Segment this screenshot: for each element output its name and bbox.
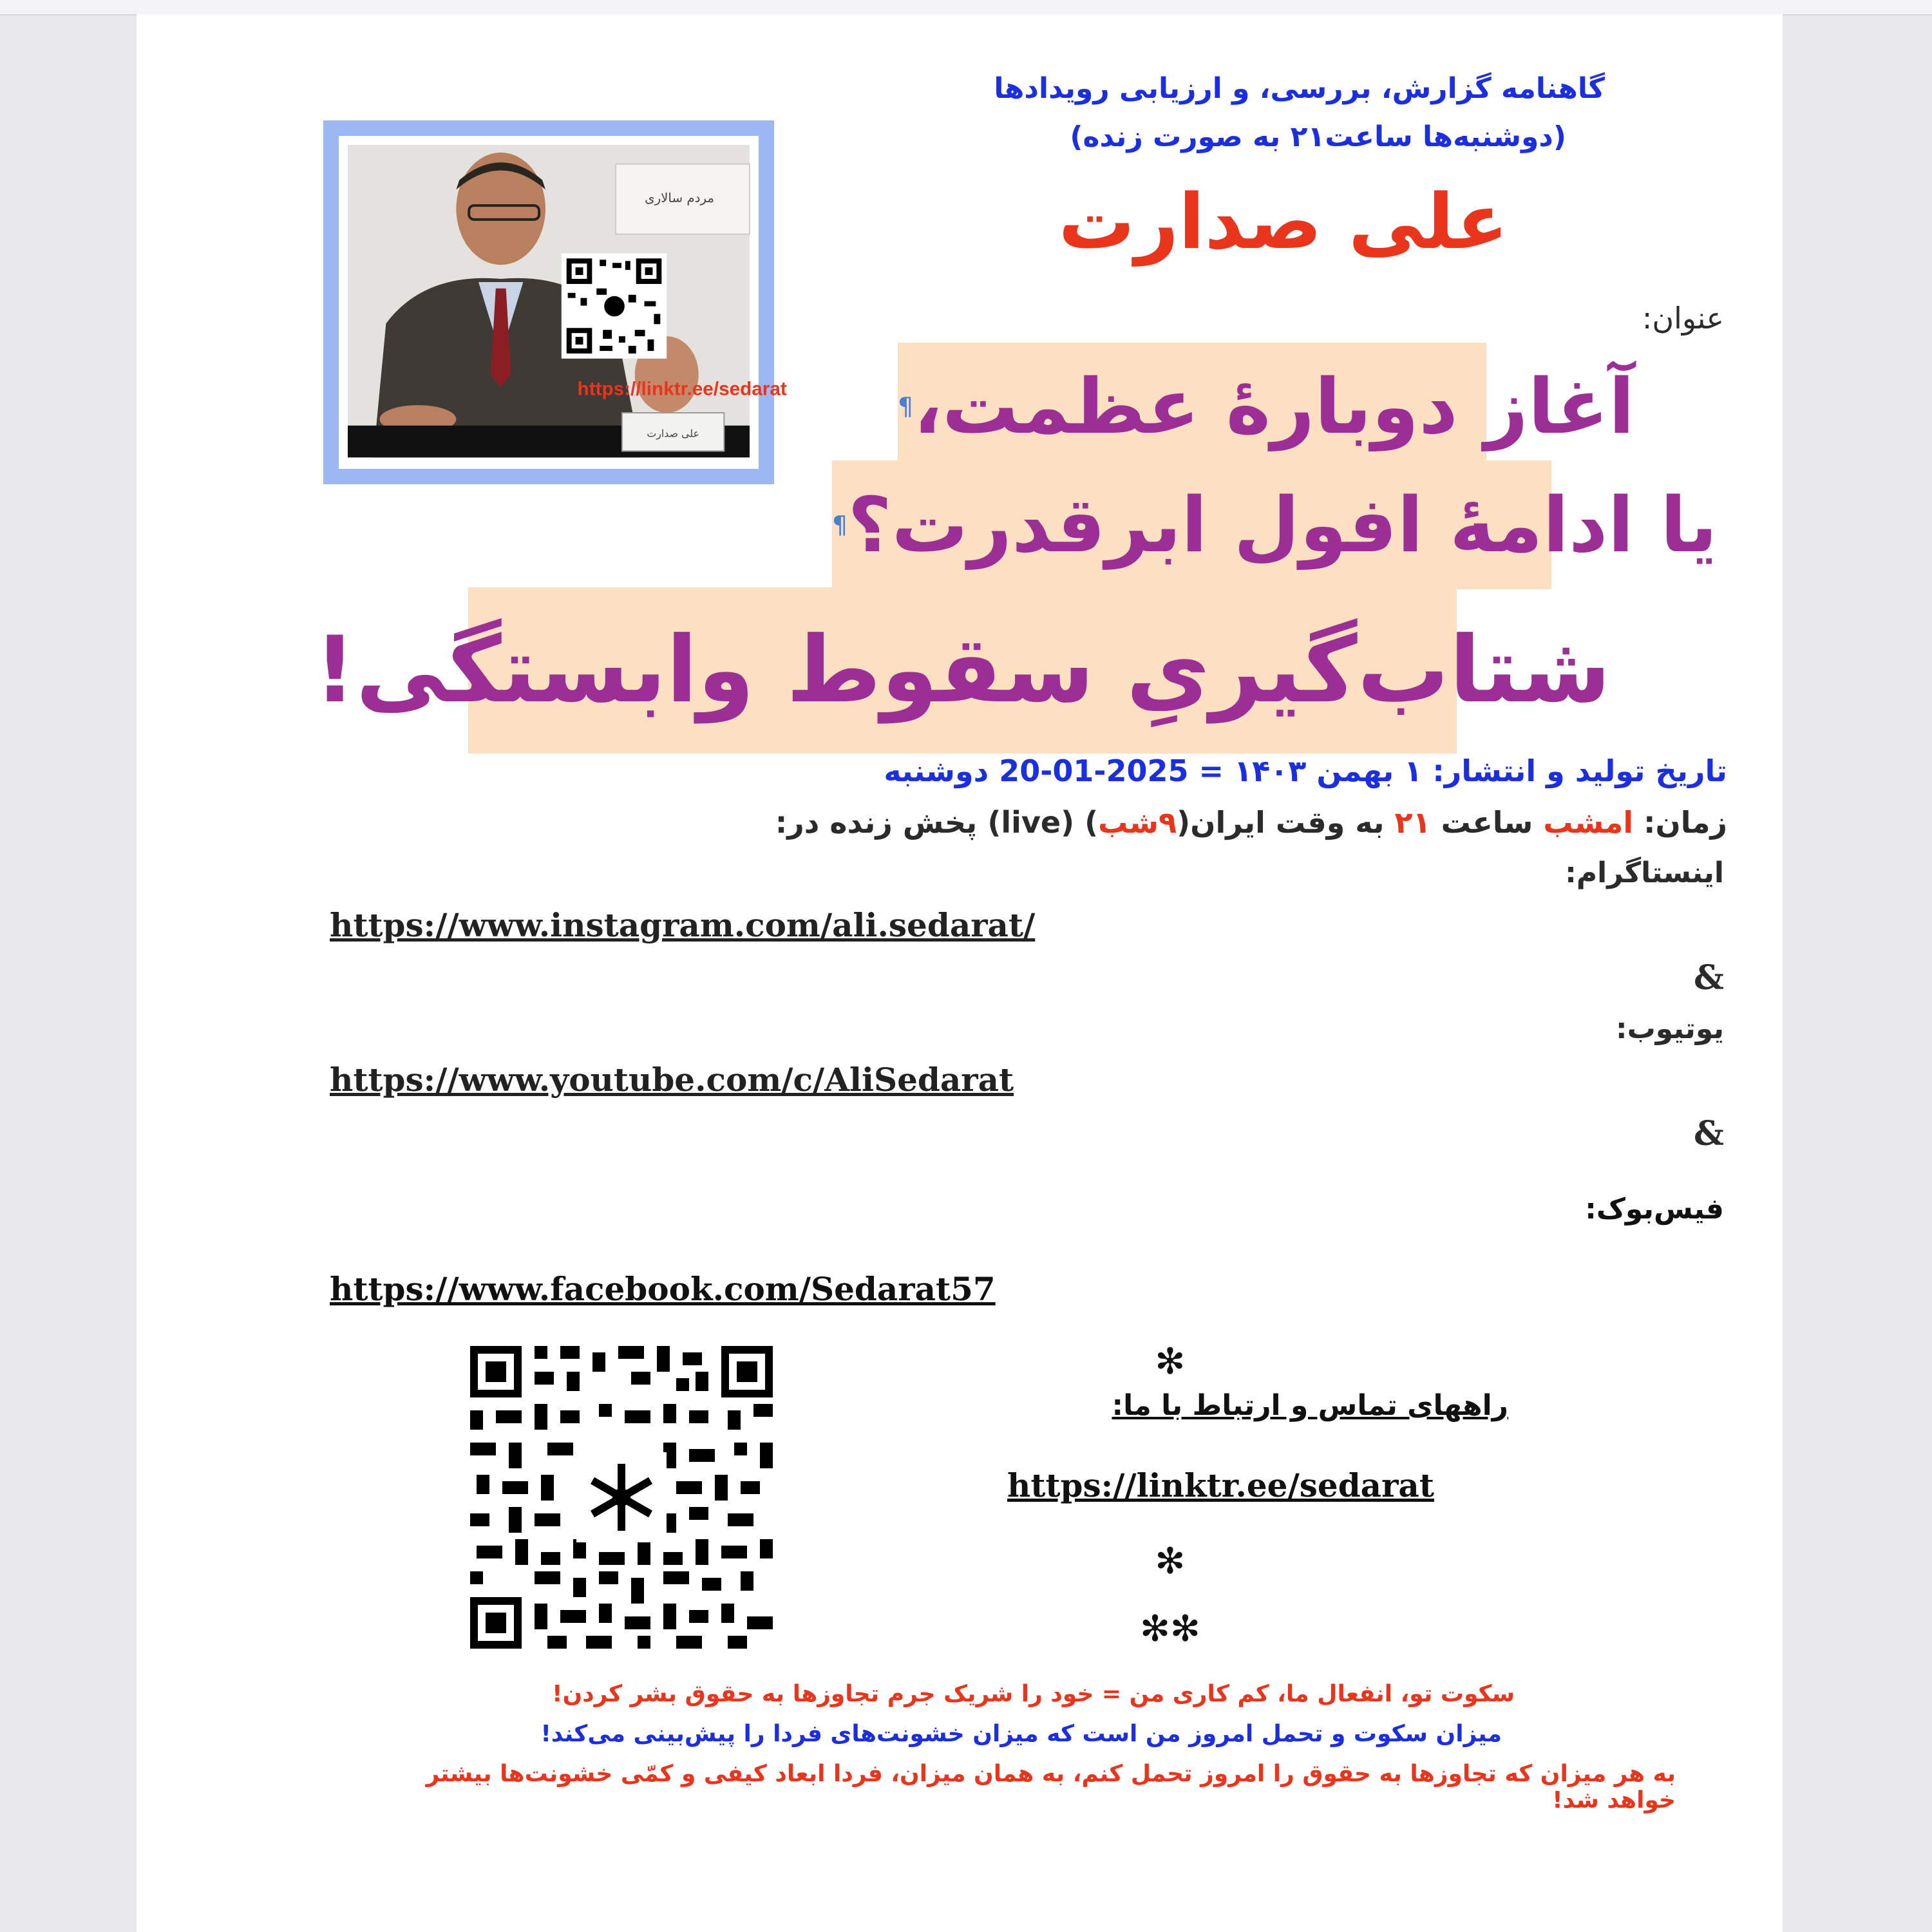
document-page	[137, 14, 1783, 1932]
instagram-label: اینستاگرام:	[1565, 857, 1724, 889]
header-line-1: گاهنامه گزارش، بررسی، و ارزیابی رویدادها	[994, 72, 1605, 105]
time-line	[716, 805, 1727, 840]
title-line-1	[898, 343, 1635, 470]
contact-label: راههای تماس و ارتباط با ما:	[1112, 1389, 1508, 1422]
author-photo-frame	[323, 120, 787, 484]
facebook-label: فیس‌بوک:	[1585, 1193, 1724, 1226]
svg-text:علی صدارت: علی صدارت	[647, 427, 699, 440]
time-suffix: ) (live) پخش زنده در:	[775, 805, 1099, 840]
svg-text:مردم سالاری: مردم سالاری	[645, 191, 714, 206]
time-tonight: امشب	[1543, 805, 1634, 840]
title-label: عنوان:	[1642, 301, 1724, 336]
pilcrow-1: ¶	[898, 392, 914, 421]
double-asterisk-icon: ✻✻	[1140, 1608, 1200, 1650]
footer-line-2: میزان سکوت و تحمل امروز من است که میزان خشونت‌های فردا را پیش‌بینی می‌کند!	[540, 1721, 1502, 1747]
time-prefix: زمان:	[1633, 805, 1727, 840]
footer-line-1: سکوت تو، انفعال ما، کم کاری من = خود را شریک جرم تجاوزها به حقوق بشر کردن!	[552, 1681, 1515, 1707]
asterisk-icon-2: ✻	[1155, 1540, 1186, 1582]
youtube-label: یوتیوب:	[1616, 1012, 1724, 1045]
asterisk-icon: ✻	[1155, 1341, 1186, 1383]
youtube-link[interactable]: https://www.youtube.com/c/AliSedarat	[330, 1061, 1014, 1099]
header-line-2: (دوشنبه‌ها ساعت۲۱ به صورت زنده)	[1070, 120, 1566, 153]
author-photo	[348, 145, 787, 457]
footer-line-3: به هر میزان که تجاوزها به حقوق را امروز تحمل کنم، به همان میزان، فردا ابعاد کیفی و کمّی خشونت‌ها بیشتر خواهد شد!	[426, 1761, 1676, 1814]
author-name: علی صدارت	[1058, 177, 1508, 266]
linktree-link[interactable]: https://linktr.ee/sedarat	[1007, 1466, 1434, 1504]
date-line: تاریخ تولید و انتشار: ۱ بهمن ۱۴۰۳ = 2025-01-20 دوشنبه	[884, 753, 1727, 788]
pilcrow-2: ¶	[832, 511, 848, 539]
ampersand-2: &	[1694, 1114, 1724, 1153]
title-line-2	[832, 460, 1718, 589]
time-21: ۲۱	[1394, 805, 1431, 840]
instagram-link[interactable]: https://www.instagram.com/ali.sedarat/	[330, 906, 1036, 944]
svg-text:https://linktr.ee/sedarat: https://linktr.ee/sedarat	[577, 378, 787, 400]
title-line-3: شتاب‌گیریِ سقوط وابستگی!	[468, 587, 1457, 753]
facebook-link[interactable]: https://www.facebook.com/Sedarat57	[330, 1270, 996, 1308]
qr-code-icon[interactable]	[470, 1346, 773, 1649]
time-9pm: ۹شب	[1098, 805, 1177, 840]
time-mid2: به وقت ایران(	[1177, 805, 1395, 840]
ampersand-1: &	[1694, 958, 1724, 998]
title-line-2-text: یا ادامهٔ افول ابرقدرت؟	[848, 480, 1718, 569]
viewer-top-bar	[0, 0, 1932, 15]
time-mid: ساعت	[1430, 805, 1544, 840]
title-line-1-text: آغاز دوبارهٔ عظمت،	[913, 362, 1635, 451]
